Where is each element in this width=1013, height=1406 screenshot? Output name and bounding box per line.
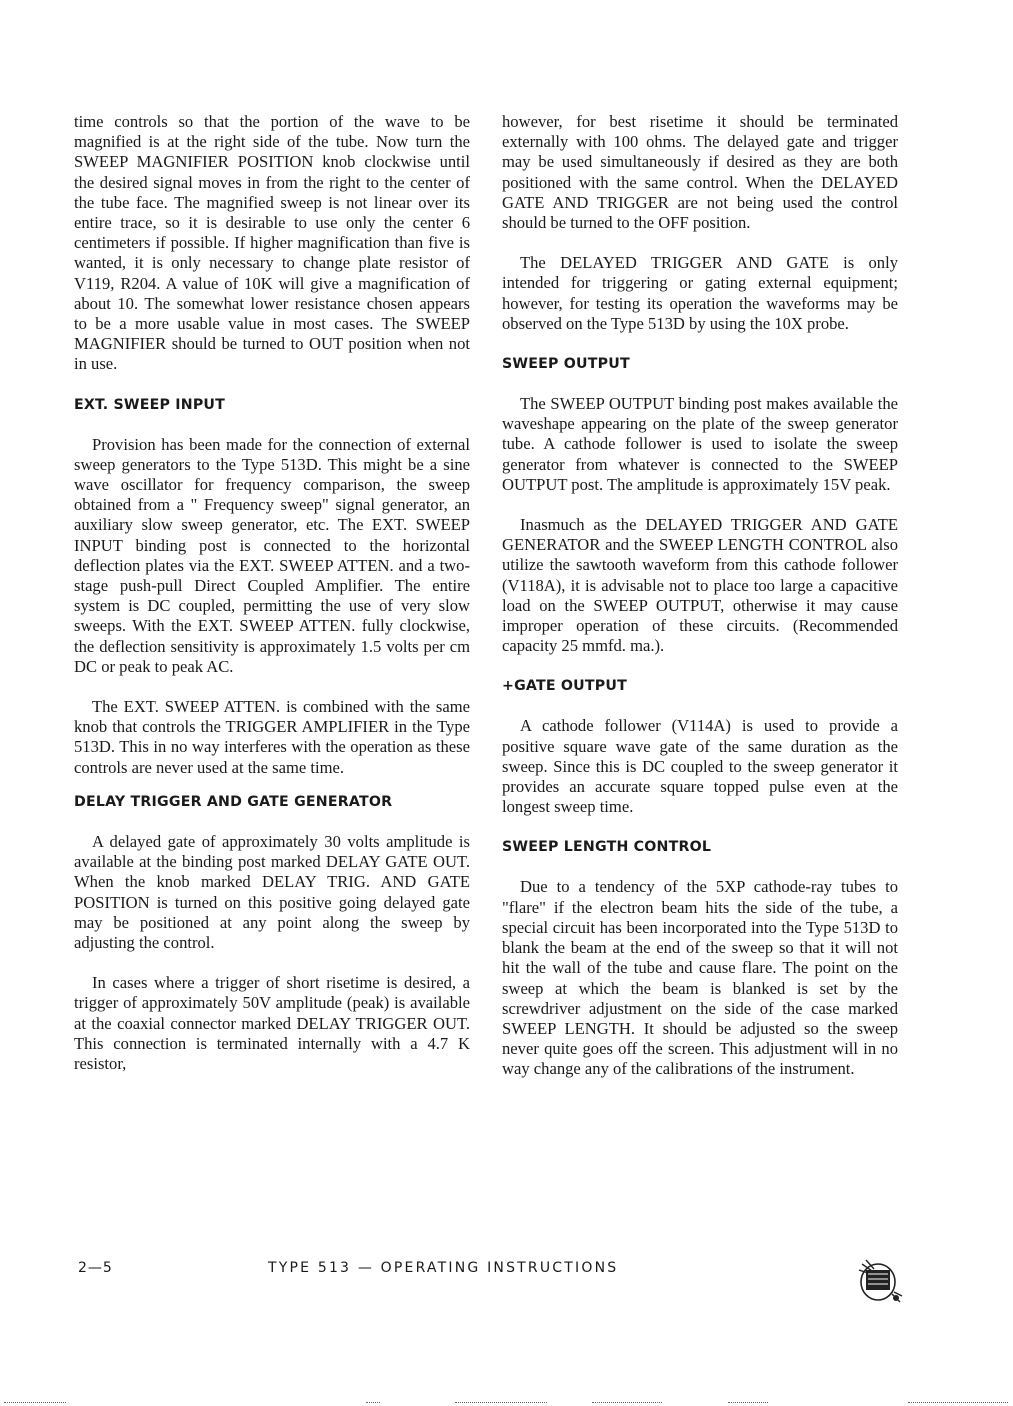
- scan-artifact-line: [4, 1402, 66, 1404]
- scan-artifact-line: [908, 1402, 1008, 1404]
- paragraph-termination: however, for best risetime it should be terminated externally with 100 ohms. The delayed gate and trigger may be used simultaneously if desired as they are both positioned with the same control. When the DELAYED GATE AND TRIGGER are not being used the control should be turned to the OFF position.: [502, 112, 898, 233]
- paragraph-sweep-output: The SWEEP OUTPUT binding post makes available the waveshape appearing on the plate of the sweep generator tube. A cathode follower is used to isolate the sweep generator from whatever is connected to the SWEEP OUTPUT post. The amplitude is approximately 15V peak.: [502, 394, 898, 494]
- paragraph-delayed-gate: A delayed gate of approximately 30 volts amplitude is available at the binding post marked DELAY GATE OUT. When the knob marked DELAY TRIG. AND GATE POSITION is turned on this positive going delayed gate may be positioned at any point along the sweep by adjusting the control.: [74, 831, 470, 952]
- heading-gate-output: +GATE OUTPUT: [502, 678, 627, 695]
- scan-artifact-line: [728, 1402, 768, 1404]
- paragraph-delayed-trigger-usage: The DELAYED TRIGGER AND GATE is only intended for triggering or gating external equipment; however, for testing its operation the waveforms may be observed on the Type 513D by using the 10X probe.: [502, 253, 898, 333]
- left-column: [74, 112, 470, 1074]
- scan-artifact-line: [455, 1402, 547, 1404]
- paragraph-cathode-follower-load: Inasmuch as the DELAYED TRIGGER AND GATE GENERATOR and the SWEEP LENGTH CONTROL also utilize the sawtooth waveform from this cathode follower (V118A), it is advisable not to place too large a capacitive load on the SWEEP OUTPUT, otherwise it may cause improper operation of these circuits. (Recommended capacity 25 mmfd. ma.).: [502, 515, 898, 656]
- scan-artifact-line: [592, 1402, 662, 1404]
- page-number: 2—5: [78, 1260, 113, 1276]
- scan-artifact-line: [366, 1402, 380, 1404]
- paragraph-ext-sweep-input: Provision has been made for the connection of external sweep generators to the Type 513D. This might be a sine wave oscillator for frequency comparison, the sweep obtained from a " Frequency sweep" signal generator, an auxiliary slow sweep generator, etc. The EXT. SWEEP INPUT binding post is connected to the horizontal deflection plates via the EXT. SWEEP ATTEN. and a two-stage push-pull Direct Coupled Amplifier. The entire system is DC coupled, permitting the use of very slow sweeps. With the EXT. SWEEP ATTEN. fully clockwise, the deflection sensitivity is approximately 1.5 volts per cm DC or peak to peak AC.: [74, 434, 470, 676]
- paragraph-magnifier: time controls so that the portion of the wave to be magnified is at the right side of the tube. Now turn the SWEEP MAGNIFIER POSITION knob clockwise until the desired signal moves in from the right to the center of the tube face. The magnified sweep is not linear over its entire trace, so it is desirable to use only the center 6 centimeters if possible. If higher magnification than five is wanted, it is only necessary to change plate resistor of V119, R204. A value of 10K will give a magnification of about 10. The somewhat lower resistance chosen appears to be a more usable value in most cases. The SWEEP MAGNIFIER should be turned to OUT position when not in use.: [74, 112, 470, 374]
- tektronix-logo-icon: [856, 1258, 904, 1304]
- heading-sweep-output: SWEEP OUTPUT: [502, 356, 630, 373]
- paragraph-gate-output: A cathode follower (V114A) is used to provide a positive square wave gate of the same duration as the sweep. Since this is DC coupled to the sweep generator it provides an accurate square topped pulse even at the longest sweep time.: [502, 716, 898, 817]
- paragraph-sweep-length: Due to a tendency of the 5XP cathode-ray tubes to "flare" if the electron beam hits the side of the tube, a special circuit has been incorporated into the Type 513D to blank the beam at the end of the sweep so that it will not hit the wall of the tube and cause flare. The point on the sweep at which the beam is blanked is set by the screwdriver adjustment on the side of the case marked SWEEP LENGTH. It should be adjusted so the sweep never quite goes off the screen. This adjustment will in no way change any of the calibrations of the instrument.: [502, 877, 898, 1079]
- right-column: [502, 112, 898, 1080]
- footer-title: TYPE 513 — OPERATING INSTRUCTIONS: [268, 1260, 619, 1276]
- heading-sweep-length-control: SWEEP LENGTH CONTROL: [502, 839, 712, 856]
- paragraph-ext-sweep-atten: The EXT. SWEEP ATTEN. is combined with the same knob that controls the TRIGGER AMPLIFIER in the Type 513D. This in no way interferes with the operation as these controls are never used at the same time.: [74, 697, 470, 777]
- heading-ext-sweep-input: EXT. SWEEP INPUT: [74, 396, 226, 413]
- heading-delay-trigger-gate: DELAY TRIGGER AND GATE GENERATOR: [74, 793, 393, 810]
- paragraph-delayed-trigger: In cases where a trigger of short risetime is desired, a trigger of approximately 50V amplitude (peak) is available at the coaxial connector marked DELAY TRIGGER OUT. This connection is terminated internally with a 4.7 K resistor,: [74, 973, 470, 1073]
